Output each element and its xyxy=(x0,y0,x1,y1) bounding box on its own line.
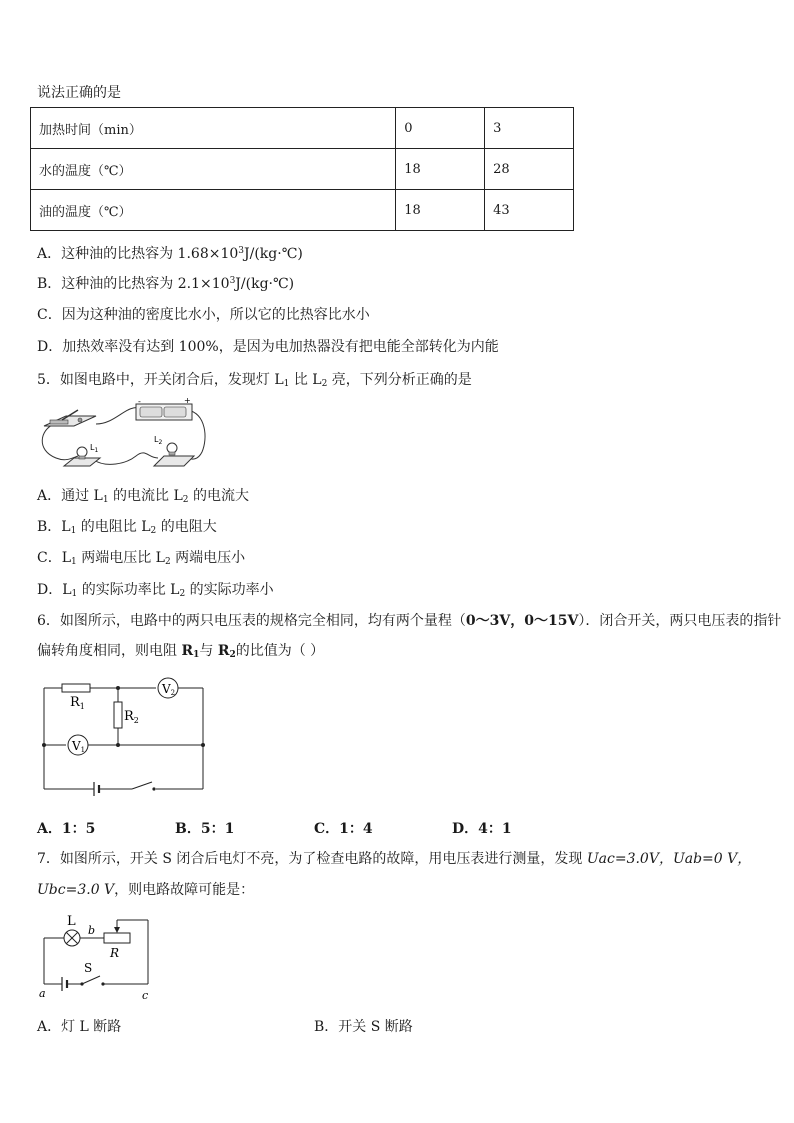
point-b-label: b xyxy=(88,924,96,937)
switch-lever xyxy=(82,976,100,984)
table-row xyxy=(31,149,574,190)
junction-dot xyxy=(201,743,205,747)
wire xyxy=(96,407,141,424)
q6-option-c: C．1：4 xyxy=(314,821,373,837)
table-cell: 18 xyxy=(396,149,485,190)
r1-label: $R_1$ xyxy=(70,695,85,711)
q7-option-a: A．灯 L 断路 xyxy=(37,1019,122,1035)
heating-data-table xyxy=(30,107,574,231)
q4-option-d: D．加热效率没有达到 100%，是因为电加热器没有把电能全部转化为内能 xyxy=(37,339,499,355)
q6-option-a: A．1：5 xyxy=(37,821,96,837)
table-cell: 油的温度（℃） xyxy=(31,190,396,231)
resistor-r2 xyxy=(114,702,122,728)
q6-option-b: B．5：1 xyxy=(175,821,235,837)
l2-label: $L_2$ xyxy=(154,435,163,446)
switch-component xyxy=(44,410,96,426)
slider-arrow-icon xyxy=(114,927,120,933)
plus-sign: + xyxy=(184,398,191,405)
table-cell: 28 xyxy=(485,149,574,190)
battery-holder xyxy=(136,404,192,420)
rheostat-r xyxy=(104,933,130,943)
q4-option-a: A．这种油的比热容为 $1.68\times 10^3J/(kg\cdot℃)$ xyxy=(37,246,303,262)
wire xyxy=(42,424,78,460)
q4-option-b: B．这种油的比热容为 $2.1\times 10^3J/(kg\cdot℃)$ xyxy=(37,276,295,292)
point-a-label: a xyxy=(39,987,46,1000)
lamp-l2 xyxy=(154,443,194,466)
l1-label: $L_1$ xyxy=(90,443,99,454)
q5-circuit-figure xyxy=(36,398,216,472)
q7-stem-line1: 7．如图所示，开关 S 闭合后电灯不亮，为了检查电路的故障，用电压表进行测量，发现 Uac=3.0V，Uab=0 V， xyxy=(37,851,752,867)
minus-sign: - xyxy=(138,398,141,406)
q5-option-b: B．$L_1$ 的电阻比 $L_2$ 的电阻大 xyxy=(37,519,217,536)
q7-option-b: B．开关 S 断路 xyxy=(314,1019,413,1035)
junction-dot xyxy=(42,743,46,747)
q4-option-c: C．因为这种油的密度比水小，所以它的比热容比水小 xyxy=(37,307,370,323)
q5-stem: 5．如图电路中，开关闭合后，发现灯 $L_1$ 比 $L_2$ 亮，下列分析正确的是 xyxy=(37,372,472,389)
switch-label: S xyxy=(84,961,93,975)
table-cell: 18 xyxy=(396,190,485,231)
wire xyxy=(94,453,158,464)
table-row xyxy=(31,108,574,149)
intro-line: 说法正确的是 xyxy=(37,85,121,101)
q7-stem-line2: Ubc=3.0 V，则电路故障可能是： xyxy=(37,882,255,898)
table-row xyxy=(31,190,574,231)
v2-label: V2 xyxy=(162,682,176,697)
switch-contact xyxy=(152,787,155,790)
table-cell: 43 xyxy=(485,190,574,231)
v1-label: V1 xyxy=(72,739,86,754)
q6-stem-line1: 6．如图所示，电路中的两只电压表的规格完全相同，均有两个量程（0～3V，0～15V）．闭合开关，两只电压表的指针 xyxy=(37,613,782,629)
switch-lever xyxy=(132,782,152,789)
resistor-r1 xyxy=(62,684,90,692)
junction-dot xyxy=(116,686,120,690)
q6-circuit-figure xyxy=(36,676,212,804)
table-cell: 3 xyxy=(485,108,574,149)
q5-option-a: A．通过 $L_1$ 的电流比 $L_2$ 的电流大 xyxy=(37,488,249,505)
q6-option-d: D．4：1 xyxy=(452,821,512,837)
q5-option-d: D．$L_1$ 的实际功率比 $L_2$ 的实际功率小 xyxy=(37,582,274,599)
table-cell: 加热时间（min） xyxy=(31,108,396,149)
q6-stem-line2: 偏转角度相同，则电阻 $R_1$与 $R_2$的比值为（ ） xyxy=(37,643,325,660)
lamp-label: L xyxy=(67,914,76,929)
junction-dot xyxy=(116,743,120,747)
q5-option-c: C．$L_1$ 两端电压比 $L_2$ 两端电压小 xyxy=(37,550,246,567)
q7-circuit-figure xyxy=(36,912,154,1002)
table-cell: 水的温度（℃） xyxy=(31,149,396,190)
r2-label: $R_2$ xyxy=(124,709,139,725)
rheostat-label: R xyxy=(110,946,120,960)
point-c-label: c xyxy=(142,989,149,1002)
table-cell: 0 xyxy=(396,108,485,149)
